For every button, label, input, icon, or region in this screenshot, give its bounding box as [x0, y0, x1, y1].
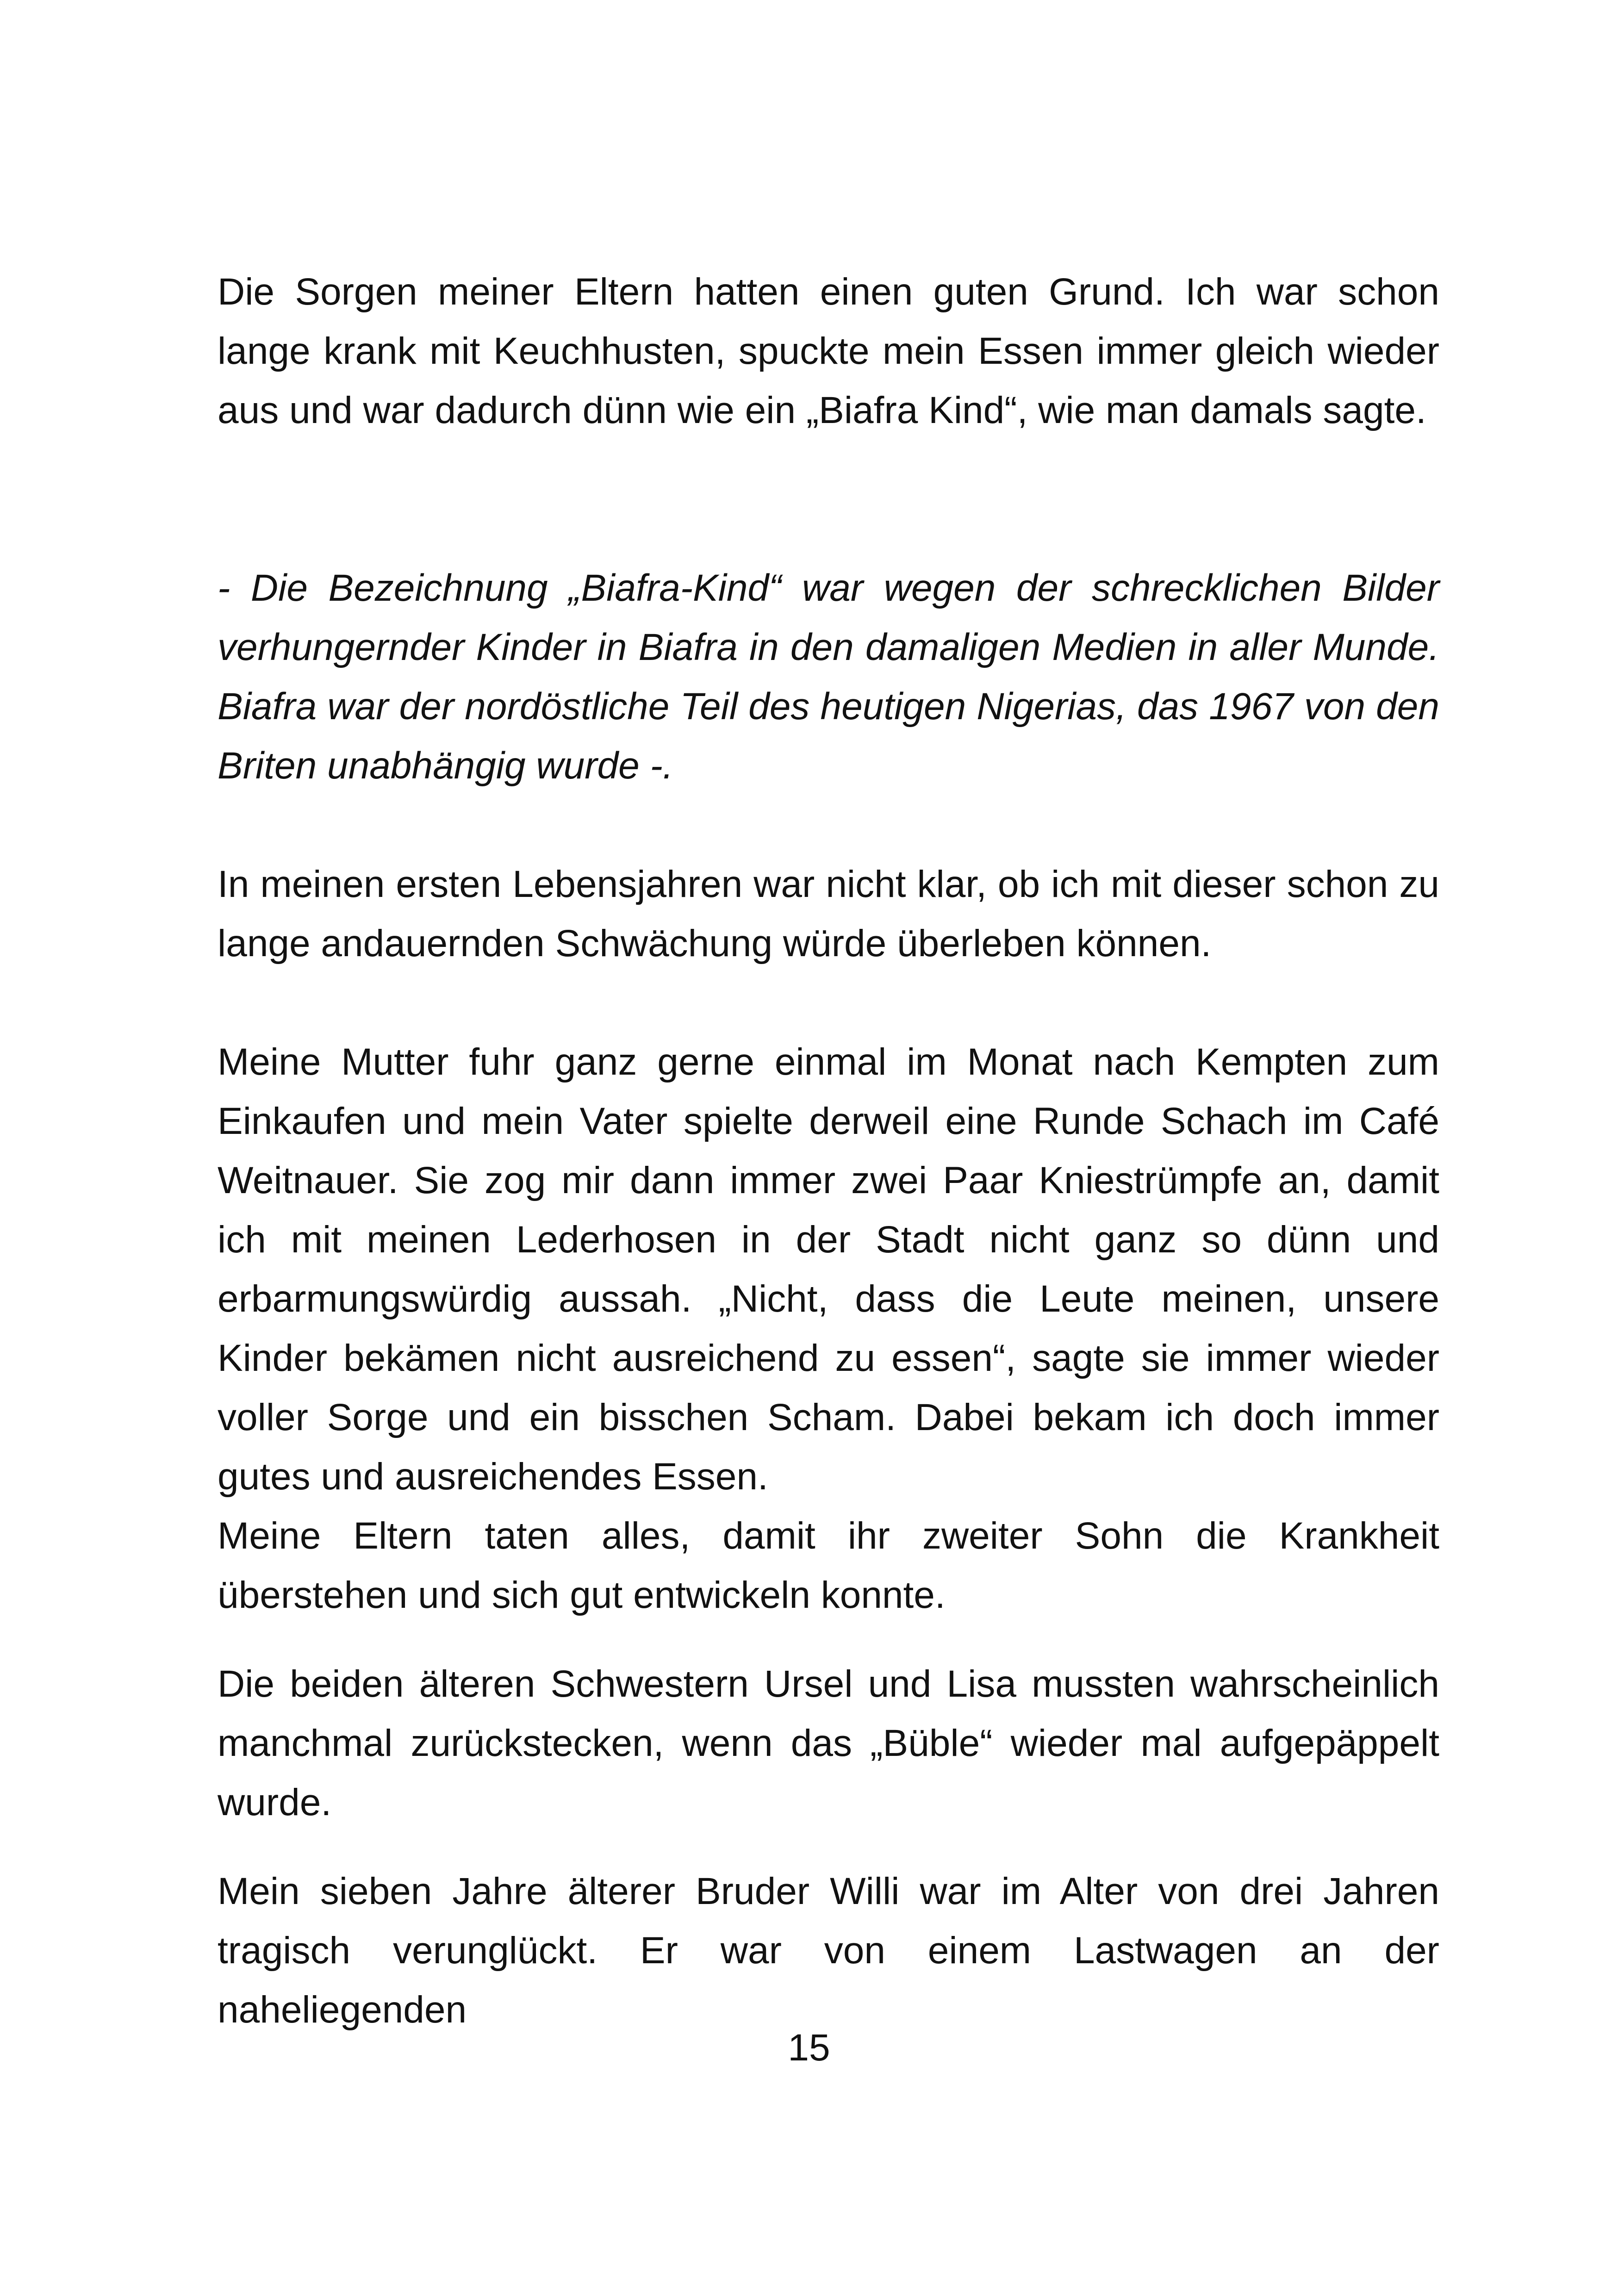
paragraph-text: Meine Eltern taten alles, damit ihr zweiter Sohn die Krankheit überstehen und sich gut entwickeln konnte.: [218, 1515, 1439, 1616]
paragraph-text: Mein sieben Jahre älterer Bruder Willi war im Alter von drei Jahren tragisch verunglückt. Er war von einem Lastwagen an der naheliegenden: [218, 1870, 1439, 2031]
paragraph-sisters: [218, 1655, 1439, 1832]
paragraph-text: Meine Mutter fuhr ganz gerne einmal im Monat nach Kempten zum Einkaufen und mein Vater spielte derweil eine Runde Schach im Café Weitnauer. Sie zog mir dann immer zwei Paar Kniestrümpfe an, damit ich mit meinen Lederhosen in der Stadt nicht ganz so dünn und erbarmungswürdig aussah. „Nicht, dass die Leute meinen, unsere Kinder bekämen nicht ausreichend zu essen“, sagte sie immer wieder voller Sorge und ein bisschen Scham. Dabei bekam ich doch immer gutes und ausreichendes Essen.: [218, 1041, 1439, 1498]
paragraph-text: Die Sorgen meiner Eltern hatten einen guten Grund. Ich war schon lange krank mit Keuchhusten, spuckte mein Essen immer gleich wieder aus und war dadurch dünn wie ein „Biafra Kind“, wie man damals sagte.: [218, 271, 1439, 431]
paragraph-early-years: [218, 855, 1439, 973]
paragraph-worries: [218, 262, 1439, 440]
paragraph-text: Die beiden älteren Schwestern Ursel und Lisa mussten wahrscheinlich manchmal zurückstecken, wenn das „Büble“ wieder mal aufgepäppelt wurde.: [218, 1663, 1439, 1823]
paragraph-brother-willi: [218, 1862, 1439, 2040]
paragraph-kempten-trip: [218, 1033, 1439, 1506]
paragraph-text: In meinen ersten Lebensjahren war nicht klar, ob ich mit dieser schon zu lange andauernden Schwächung würde überleben können.: [218, 863, 1439, 964]
paragraph-biafra-note: [218, 559, 1439, 796]
page-number: 15: [788, 2027, 830, 2069]
paragraph-text: - Die Bezeichnung „Biafra-Kind“ war wegen der schrecklichen Bilder verhungernder Kinder in Biafra in den damaligen Medien in aller Munde. Biafra war der nordöstliche Teil des heutigen Nigerias, das 1967 von den Briten unabhängig wurde -.: [218, 567, 1439, 787]
paragraph-parents-effort: [218, 1506, 1439, 1625]
